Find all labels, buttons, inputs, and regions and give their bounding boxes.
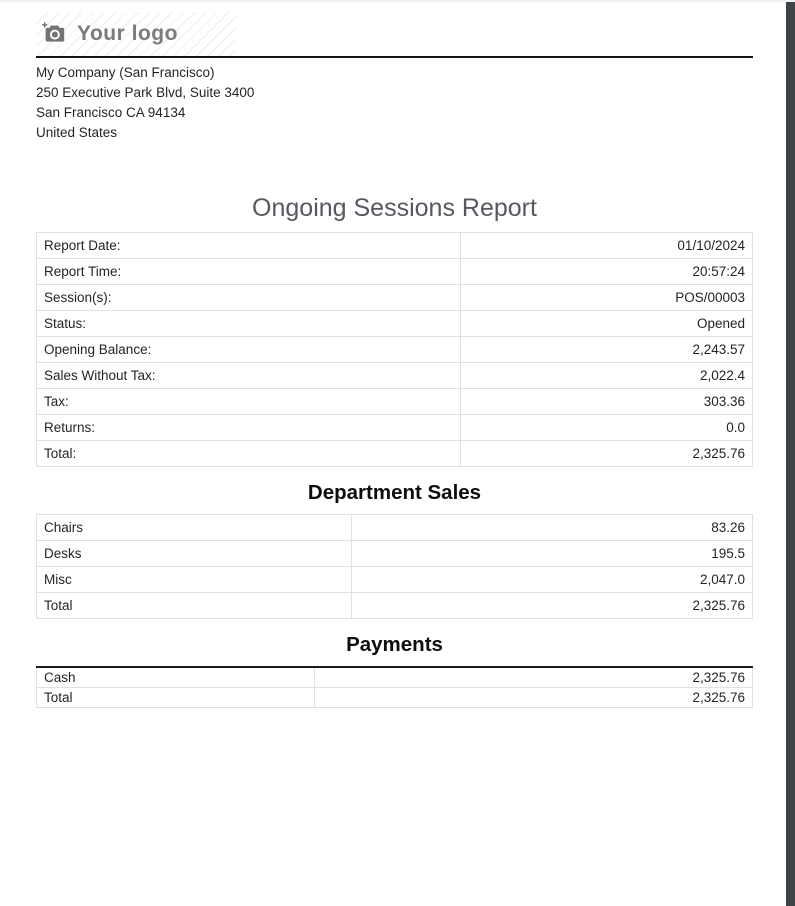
table-row (37, 389, 753, 415)
row-value: 2,022.4 (460, 363, 752, 389)
payments-title: Payments (346, 633, 443, 656)
row-value: 303.36 (460, 389, 752, 415)
row-label: Report Time: (37, 259, 461, 285)
table-row (37, 688, 753, 708)
row-value: 01/10/2024 (460, 233, 752, 259)
row-label: Total (37, 593, 352, 619)
window-edge-strip (786, 2, 795, 906)
table-row (37, 415, 753, 441)
company-country: United States (36, 125, 118, 140)
row-label: Cash (37, 667, 315, 688)
row-value: 83.26 (352, 515, 753, 541)
session-summary-table (36, 232, 753, 467)
row-label: Misc (37, 567, 352, 593)
logo-label: Your logo (77, 22, 178, 45)
row-value: 195.5 (352, 541, 753, 567)
company-logo-placeholder (36, 12, 236, 56)
payments-table (36, 666, 753, 708)
row-label: Total (37, 688, 315, 708)
table-row (37, 441, 753, 467)
company-name: My Company (San Francisco) (36, 65, 215, 80)
table-row (37, 593, 753, 619)
table-row (37, 363, 753, 389)
company-address (36, 58, 753, 143)
table-row (37, 567, 753, 593)
company-street: 250 Executive Park Blvd, Suite 3400 (36, 85, 255, 100)
row-label: Status: (37, 311, 461, 337)
row-label: Session(s): (37, 285, 461, 311)
camera-plus-icon (41, 21, 68, 48)
table-row (37, 337, 753, 363)
row-label: Desks (37, 541, 352, 567)
company-city: San Francisco CA 94134 (36, 105, 186, 120)
table-row (37, 515, 753, 541)
row-value: 2,325.76 (314, 667, 752, 688)
row-value: 0.0 (460, 415, 752, 441)
department-sales-title: Department Sales (307, 481, 482, 504)
row-label: Tax: (37, 389, 461, 415)
table-row (37, 667, 753, 688)
row-label: Report Date: (37, 233, 461, 259)
row-value: 20:57:24 (460, 259, 752, 285)
table-row (37, 233, 753, 259)
row-value: 2,325.76 (314, 688, 752, 708)
row-value: POS/00003 (460, 285, 752, 311)
row-label: Returns: (37, 415, 461, 441)
department-sales-table (36, 514, 753, 619)
row-label: Opening Balance: (37, 337, 461, 363)
table-row (37, 541, 753, 567)
table-row (37, 311, 753, 337)
table-row (37, 285, 753, 311)
row-label: Sales Without Tax: (37, 363, 461, 389)
row-value: 2,325.76 (352, 593, 753, 619)
row-value: 2,047.0 (352, 567, 753, 593)
row-value: Opened (460, 311, 752, 337)
row-value: 2,243.57 (460, 337, 752, 363)
report-content (36, 0, 753, 708)
row-value: 2,325.76 (460, 441, 752, 467)
table-row (37, 259, 753, 285)
page-title: Ongoing Sessions Report (252, 194, 537, 222)
row-label: Total: (37, 441, 461, 467)
row-label: Chairs (37, 515, 352, 541)
